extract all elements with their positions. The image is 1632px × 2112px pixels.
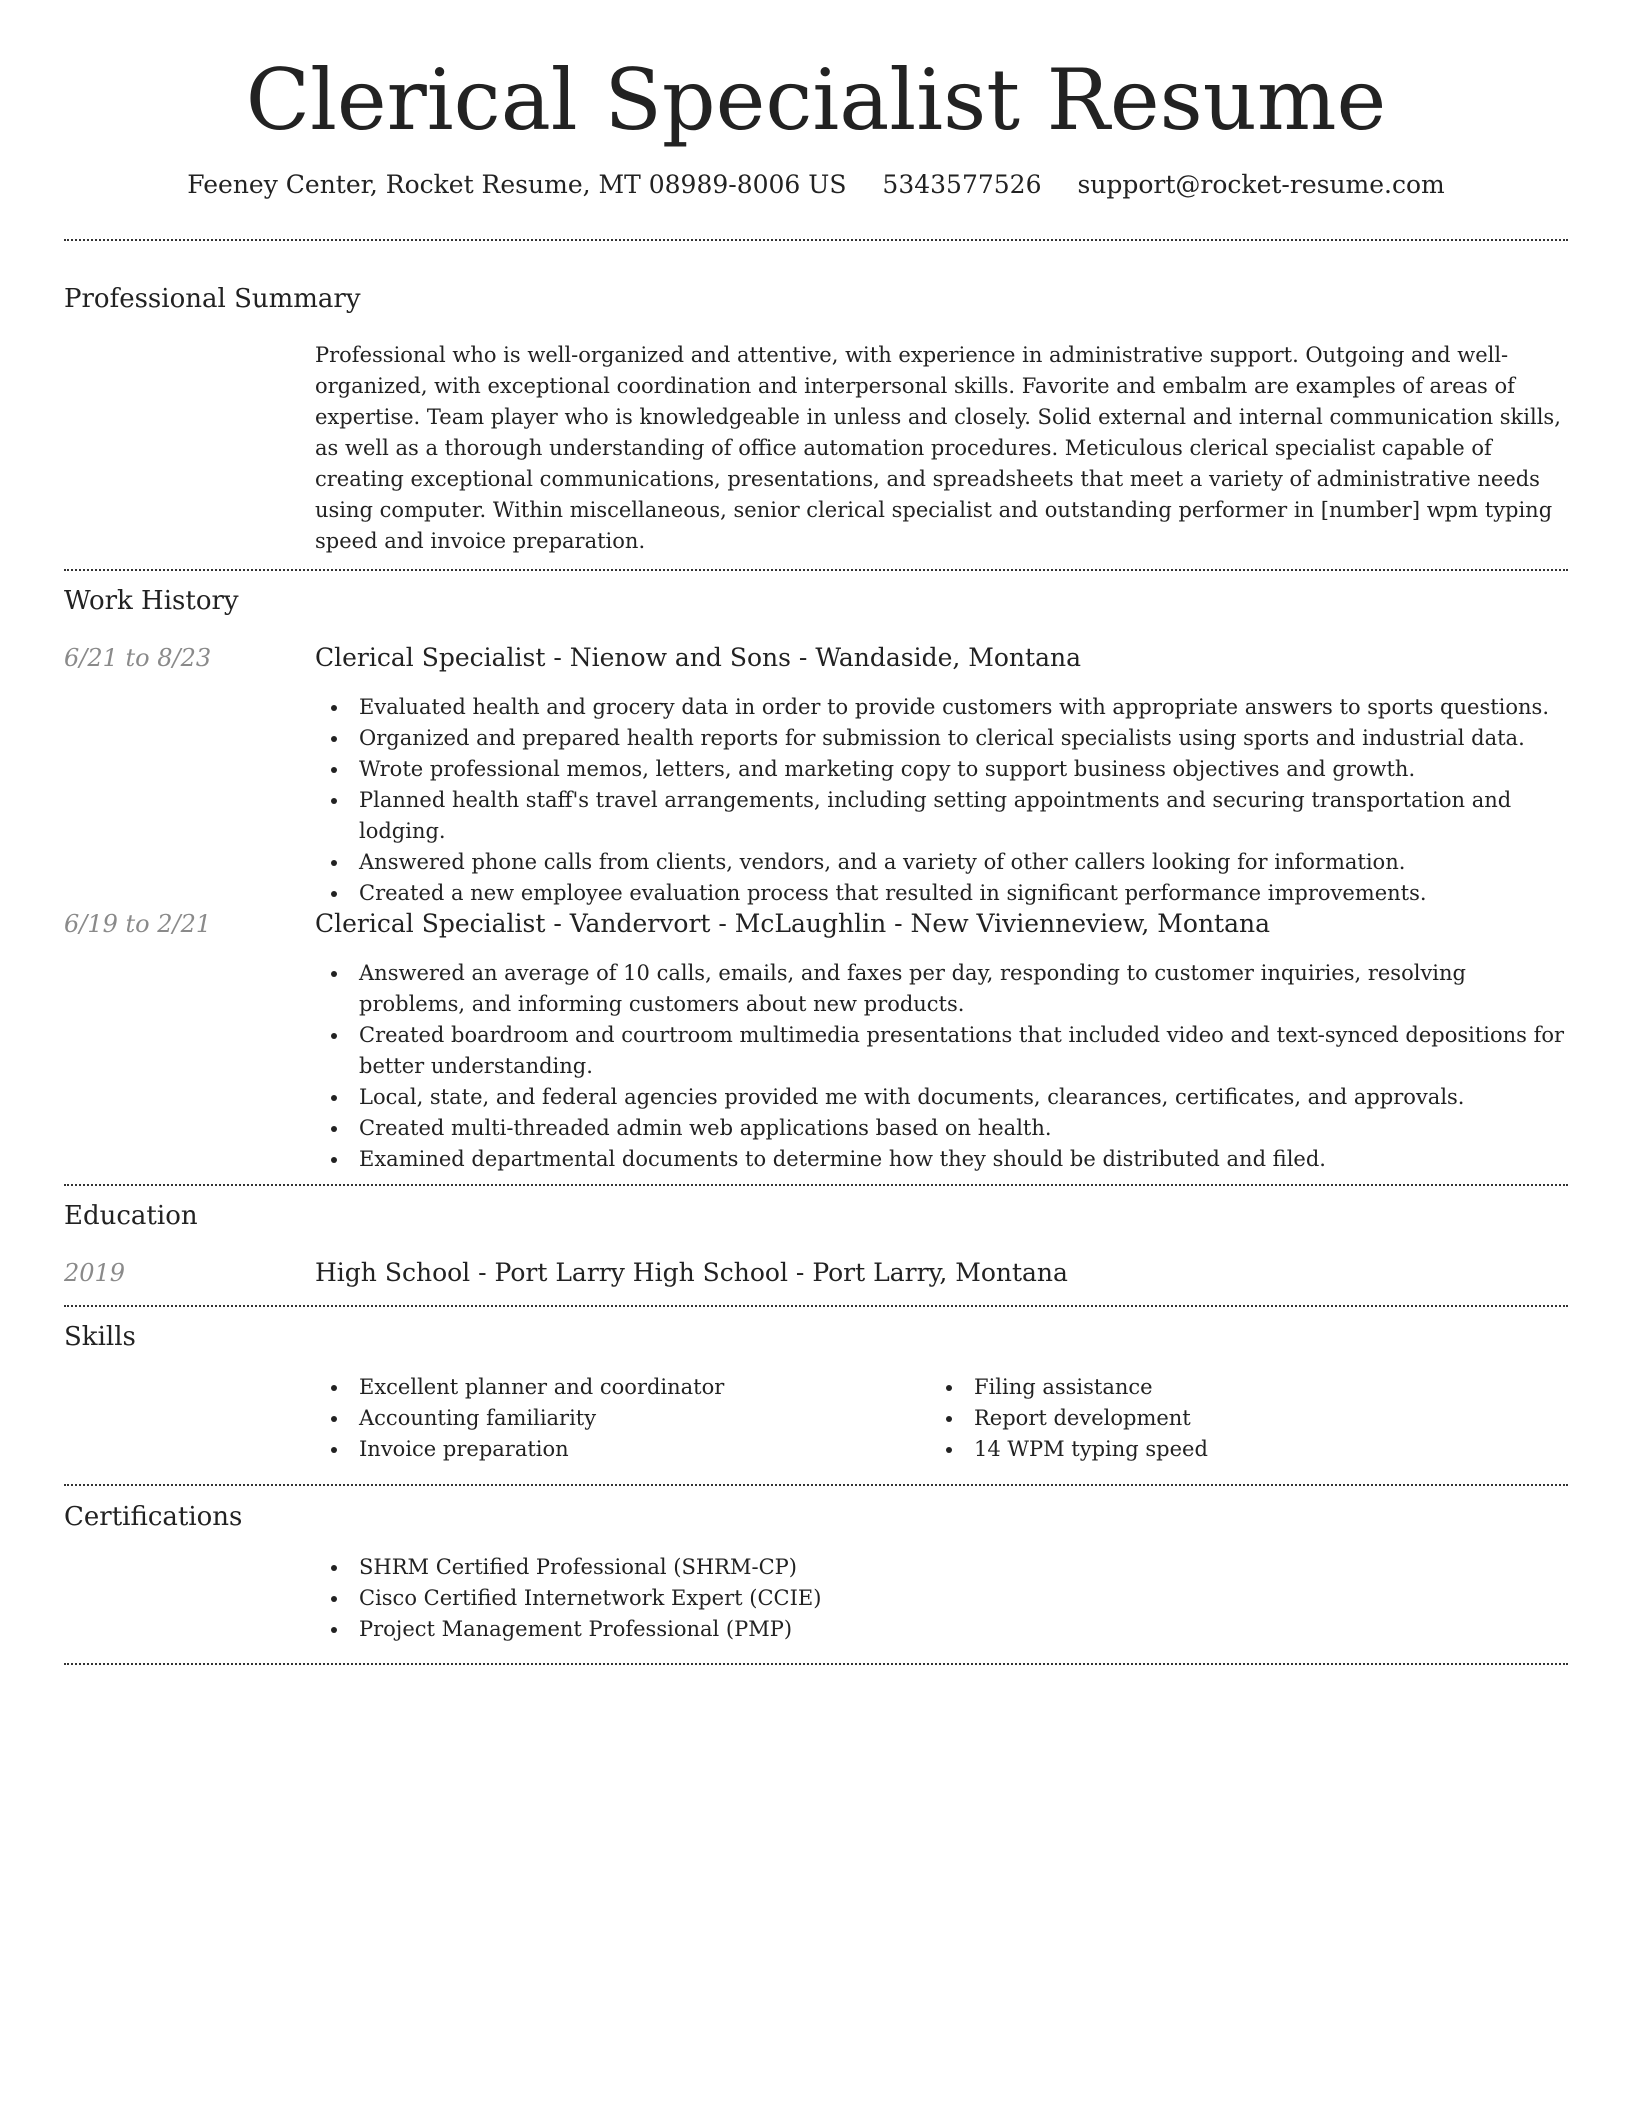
list-item: Created a new employee evaluation process that resulted in significant performance improvements. (315, 878, 1568, 909)
section-heading-summary: Professional Summary (64, 284, 361, 314)
list-item: 14 WPM typing speed (930, 1434, 1530, 1465)
contact-address: Feeney Center, Rocket Resume, MT 08989-8006 US (187, 170, 847, 199)
section-heading-education: Education (64, 1201, 198, 1231)
section-heading-skills: Skills (64, 1322, 136, 1352)
skills-list-left (315, 1372, 915, 1465)
list-item: Cisco Certified Internetwork Expert (CCIE) (315, 1583, 1568, 1614)
job-bullets (315, 692, 1568, 909)
contact-email: support@rocket-resume.com (1077, 170, 1445, 199)
list-item: Wrote professional memos, letters, and marketing copy to support business objectives and growth. (315, 754, 1568, 785)
list-item: Answered an average of 10 calls, emails, and faxes per day, responding to customer inquiries, resolving problems, and informing customers about new products. (315, 958, 1568, 1020)
divider (64, 1663, 1568, 1665)
list-item: Invoice preparation (315, 1434, 915, 1465)
list-item: Created multi-threaded admin web applications based on health. (315, 1113, 1568, 1144)
summary-text: Professional who is well-organized and attentive, with experience in administrative support. Outgoing and well-organized, with exceptional coordination and interpersonal skills. Favorite and embalm are examples of areas of expertise. Team player who is knowledgeable in unless and closely. Solid external and internal communication skills, as well as a thorough understanding of office automation procedures. Meticulous clerical specialist capable of creating exceptional communications, presentations, and spreadsheets that meet a variety of administrative needs using computer. Within miscellaneous, senior clerical specialist and outstanding performer in [number] wpm typing speed and invoice preparation. (315, 343, 1561, 553)
divider (64, 239, 1568, 241)
job-dates: 6/19 to 2/21 (64, 910, 212, 938)
job-dates: 6/21 to 8/23 (64, 644, 212, 672)
list-item: Report development (930, 1403, 1530, 1434)
list-item: Excellent planner and coordinator (315, 1372, 915, 1403)
education-entry: High School - Port Larry High School - Port Larry, Montana (315, 1258, 1068, 1287)
resume-title: Clerical Specialist Resume (245, 51, 1387, 149)
list-item: Evaluated health and grocery data in order to provide customers with appropriate answers to sports questions. (315, 692, 1568, 723)
section-heading-certifications: Certifications (64, 1502, 243, 1532)
list-item: Organized and prepared health reports for submission to clerical specialists using sports and industrial data. (315, 723, 1568, 754)
list-item: Examined departmental documents to determine how they should be distributed and filed. (315, 1144, 1568, 1175)
contact-phone: 5343577526 (882, 170, 1042, 199)
divider (64, 1184, 1568, 1186)
section-heading-work-history: Work History (64, 586, 239, 616)
list-item: Filing assistance (930, 1372, 1530, 1403)
list-item: Project Management Professional (PMP) (315, 1614, 1568, 1645)
contact-line (0, 168, 1632, 202)
skills-list-right (930, 1372, 1530, 1465)
list-item: SHRM Certified Professional (SHRM-CP) (315, 1552, 1568, 1583)
divider (64, 1305, 1568, 1307)
list-item: Accounting familiarity (315, 1403, 915, 1434)
list-item: Local, state, and federal agencies provided me with documents, clearances, certificates, and approvals. (315, 1082, 1568, 1113)
education-year: 2019 (64, 1259, 126, 1287)
job-title: Clerical Specialist - Vandervort - McLaughlin - New Vivienneview, Montana (315, 909, 1271, 938)
divider (64, 569, 1568, 571)
certifications-list (315, 1552, 1568, 1645)
list-item: Planned health staff's travel arrangements, including setting appointments and securing transportation and lodging. (315, 785, 1568, 847)
divider (64, 1484, 1568, 1486)
job-title: Clerical Specialist - Nienow and Sons - Wandaside, Montana (315, 643, 1081, 672)
job-bullets (315, 958, 1568, 1175)
list-item: Created boardroom and courtroom multimedia presentations that included video and text-synced depositions for better understanding. (315, 1020, 1568, 1082)
list-item: Answered phone calls from clients, vendors, and a variety of other callers looking for information. (315, 847, 1568, 878)
